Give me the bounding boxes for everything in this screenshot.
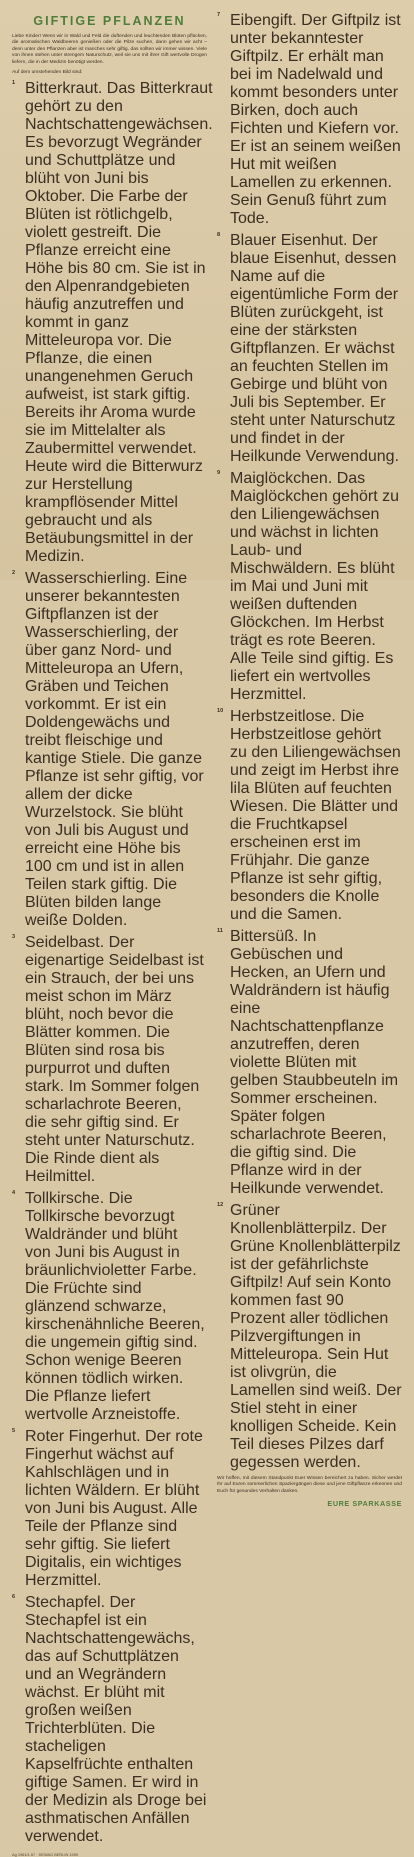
list-item-number: 2 [12, 570, 16, 577]
brand-signature: EURE SPARKASSE [327, 1499, 402, 1509]
list-item-text: Seidelbast. Der eigenartige Seidelbast ist ein Strauch, der bei uns meist schon im März blüht, noch bevor die Blätter kommen. Die Blüten sind rosa bis purpurrot und duften stark. Im Sommer folgen scharlachrote Beeren, die sehr giftig sind. Er steht unter Naturschutz. Die Rinde dient als Heilmittel. [25, 934, 204, 1186]
list-item [12, 934, 207, 1186]
list-item-text: Eibengift. Der Giftpilz ist unter bekanntester Giftpilz. Er erhält man bei im Nadelwald und kommt besonders unter Birken, doch auch Fichten und Kiefern vor. Er ist an seinem weißen Hut mit weißen Lamellen zu erkennen. Sein Genuß führt zum Tode. [230, 12, 401, 227]
columns [12, 12, 402, 1857]
closing-paragraph: Wir hoffen, mit diesem Standpunkt Euer Wissen bereichert zu haben. Sicher werdet Ihr auf Euren sommerlichen Spaziergängen diese und jene Giftpflanze erkennen und Euch für gesundes Verhalten danken. [217, 1476, 402, 1494]
list-item-number: 12 [217, 1202, 224, 1208]
list-item [217, 1202, 402, 1472]
list-item-text: Grüner Knollenblätterpilz. Der Grüne Knollenblätterpilz ist der gefährlichste Giftpilz! Auf sein Konto kommen fast 90 Prozent aller tödlichen Pilzvergiftungen in Mitteleuropa. Sein Hut ist olivgrün, die Lamellen sind weiß. Der Stiel steht in einer knolligen Scheide. Kein Teil dieses Pilzes darf gegessen werden. [230, 1202, 402, 1471]
list-item [12, 1594, 207, 1846]
list-item [12, 1428, 207, 1590]
list-item [12, 80, 213, 566]
list-item-number: 9 [217, 470, 221, 476]
list-item-text: Herbstzeitlose. Die Herbstzeitlose gehört zu den Liliengewächsen und zeigt im Herbst ihre lila Blüten auf feuchten Wiesen. Die Blätter und die Fruchtkapsel erscheinen erst im Frühjahr. Die ganze Pflanze ist sehr giftig, besonders die Knolle und die Samen. [230, 708, 401, 923]
list-item [217, 12, 402, 228]
list-item-number: 11 [217, 928, 223, 934]
list-item-number: 7 [217, 12, 221, 18]
list-item-number: 1 [12, 80, 16, 87]
list-item [217, 708, 402, 924]
list-item [217, 470, 402, 704]
list-item [217, 232, 402, 466]
intro-paragraph-2: Auf dem umstehenden Bild sind: [12, 70, 83, 76]
list-item-text: Bittersüß. In Gebüschen und Hecken, an Ufern und Waldrändern ist häufig eine Nachtschattenpflanze anzutreffen, deren violette Blüten mit gelben Staubbeuteln im Sommer erscheinen. Später folgen scharlachrote Beeren, die giftig sind. Die Pflanze wird in der Heilkunde verwendet. [230, 928, 399, 1197]
list-item-text: Maiglöckchen. Das Maiglöckchen gehört zu den Liliengewächsen und wächst in lichten Laub- und Mischwäldern. Es blüht im Mai und Juni mit weißen duftenden Glöckchen. Im Herbst trägt es rote Beeren. Alle Teile sind giftig. Es liefert ein wertvolles Herzmittel. [230, 470, 399, 703]
left-column [12, 12, 213, 1857]
left-footer [12, 1852, 207, 1857]
intro-paragraph-1: Liebe Kinder! Wenn wir in Wald und Feld die duftenden und leuchtenden Blüten pflücken, die aromatischen Waldbeeren genießen oder die Pilze suchen, dann gehen wir acht – denn unter den Pflanzen aber ist manches sehr giftig, das sollten wir immer wissen. Viele von ihnen stehen unter strengem Naturschutz, weil sie uns mit ihrer Gift wertvolle Drogen liefern, die in der Medizin benötigt werden. [12, 34, 207, 65]
list-item-text: Bitterkraut. Das Bitterkraut gehört zu den Nachtschattengewächsen. Es bevorzugt Wegränder und Schuttplätze und blüht von Juni bis Oktober. Die Farbe der Blüten ist rötlichgelb, violett gestreift. Die Pflanze erreicht eine Höhe bis 80 cm. Sie ist in den Alpenrandgebieten häufig anzutreffen und kommt in ganz Mitteleuropa vor. Die Pflanze, die einen unangenehmen Geruch aufweist, ist stark giftig. Bereits ihr Aroma wurde sie im Mittelalter als Zaubermittel verwendet. Heute wird die Bitterwurz zur Herstellung krampflösender Mittel gebraucht und als Betäubungsmittel in der Medizin. [25, 80, 213, 566]
list-item-text: Roter Fingerhut. Der rote Fingerhut wächst auf Kahlschlägen und in lichten Wäldern. Er blüht von Juni bis August. Alle Teile der Pflanze sind sehr giftig. Sie liefert Digitalis, ein wichtiges Herzmittel. [25, 1428, 203, 1590]
list-item [12, 1190, 207, 1424]
list-item [12, 570, 207, 930]
list-item-text: Stechapfel. Der Stechapfel ist ein Nachtschattengewächs, das auf Schuttplätzen und an Wegrändern wächst. Er blüht mit großen weißen Trichterblüten. Die stacheligen Kapselfrüchte enthalten giftige Samen. Er wird in der Medizin als Droge bei asthmatischen Anfällen verwendet. [25, 1594, 207, 1846]
list-item [217, 928, 402, 1198]
printer-imprint: Ag 1961/1 67 · DEWAG BERLIN 1959 [12, 1852, 79, 1857]
list-item-number: 10 [217, 708, 224, 714]
list-item-number: 3 [12, 934, 16, 941]
list-item-number: 6 [12, 1594, 16, 1601]
list-item-text: Tollkirsche. Die Tollkirsche bevorzugt Waldränder und blüht von Juni bis August in bräunlichvioletter Farbe. Die Früchte sind glänzend schwarze, kirschenähnliche Beeren, die ungemein giftig sind. Schon wenige Beeren können tödlich wirken. Die Pflanze liefert wertvolle Arzneistoffe. [25, 1190, 205, 1424]
list-item-number: 5 [12, 1428, 16, 1435]
list-item-text: Blauer Eisenhut. Der blaue Eisenhut, dessen Name auf die eigentümliche Form der Blüten zurückgeht, ist eine der stärksten Giftpflanzen. Er wächst an feuchten Stellen im Gebirge und blüht von Juli bis September. Er steht unter Naturschutz und findet in der Heilkunde Verwendung. [230, 232, 400, 465]
list-item-text: Wasserschierling. Eine unserer bekanntesten Giftpflanzen ist der Wasserschierling, der über ganz Nord- und Mitteleuropa an Ufern, Gräben und Teichen vorkommt. Er ist ein Doldengewächs und treibt fleischige und kantige Stiele. Die ganze Pflanze ist sehr giftig, vor allem der dicke Wurzelstock. Sie blüht von Juli bis August und erreicht eine Höhe bis 100 cm und ist in allen Teilen stark giftig. Die Blüten bilden lange weiße Dolden. [25, 570, 204, 930]
right-column [217, 12, 402, 1509]
list-item-number: 4 [12, 1190, 16, 1197]
list-item-number: 8 [217, 232, 221, 238]
page-title: GIFTIGE PFLANZEN [33, 14, 186, 28]
